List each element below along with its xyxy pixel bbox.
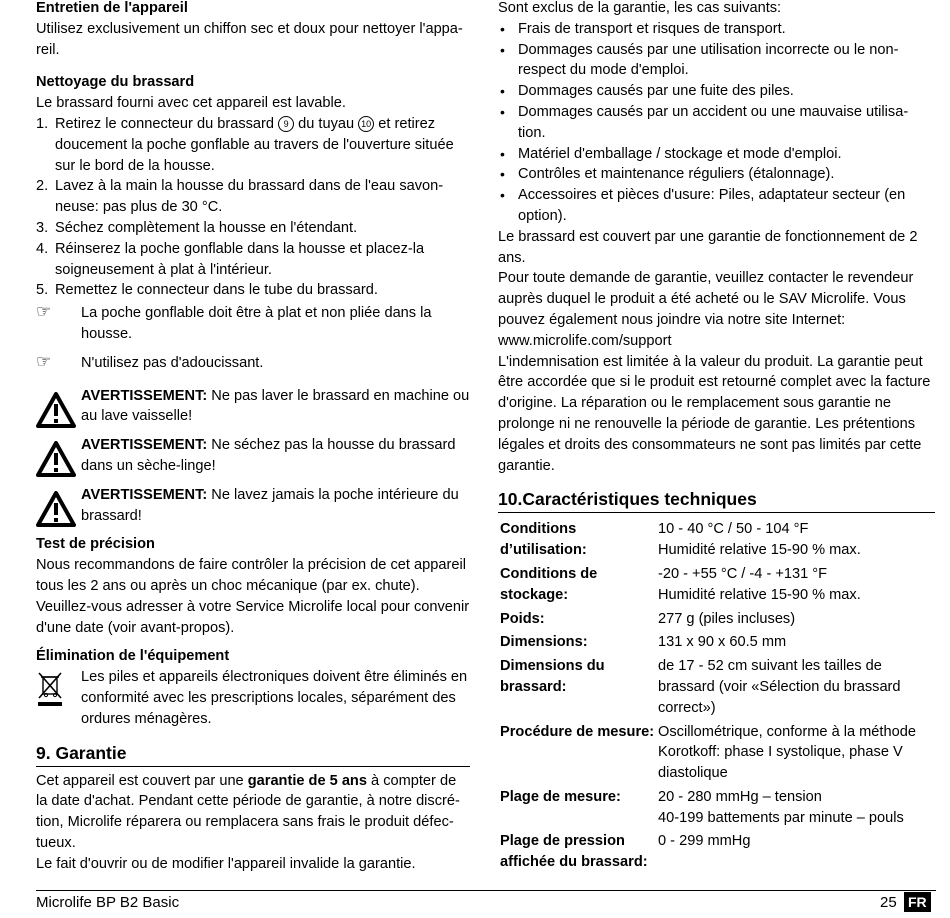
warning-machine-wash: AVERTISSEMENT: Ne pas laver le brassard en machine ou au lave vaisselle! [36,386,470,428]
spec-row [498,787,935,832]
specs-table [498,519,935,876]
spec-value: -20 - +55 °C / -4 - +131 °F Humidité relative 15-90 % max. [658,565,861,603]
spec-row [498,722,935,787]
spec-value: 277 g (piles incluses) [658,610,796,627]
page-number: 25 [880,894,897,911]
footer-divider [36,890,936,891]
list-item: • Matériel d'emballage / stockage et mode d'emploi. [498,144,935,165]
warning-triangle-icon [36,392,76,428]
excluded-intro: Sont exclus de la garantie, les cas suivants: [498,0,782,16]
crossed-out-bin-icon [36,671,64,707]
pointing-hand-icon: ☞ [36,351,52,371]
spec-label: Dimensions: [500,634,588,651]
note-flat-bladder: ☞ La poche gonflable doit être à plat et non pliée dans la housse. [36,302,432,342]
callout-9: 9 [278,116,294,132]
spec-value: 131 x 90 x 60.5 mm [658,634,787,651]
left-column [36,0,470,874]
list-item: • Dommages causés par un accident ou une mauvaise utilisa-tion. [498,102,935,144]
spec-row [498,656,935,721]
list-item: • Dommages causés par une fuite des piles. [498,81,935,102]
spec-row [498,831,935,876]
spec-row [498,564,935,609]
disposal-title: Élimination de l'équipement [36,648,230,665]
step-item: 2. Lavez à la main la housse du brassard dans de l'eau savon-neuse: pas plus de 30 °C. [36,178,444,216]
step-item: 4. Réinserez la poche gonflable dans la housse et placez-la soigneusement à plat à l'intérieur. [36,240,425,278]
warning-bladder: AVERTISSEMENT: Ne lavez jamais la poche intérieure du brassard! [36,485,470,527]
spec-value: 10 - 40 °C / 50 - 104 °F Humidité relative 15-90 % max. [658,521,861,559]
cuff-cleaning-title: Nettoyage du brassard [36,74,195,91]
warranty-heading: 9. Garantie [36,742,470,767]
warning-triangle-icon [36,441,76,477]
pointing-hand-icon: ☞ [36,302,52,322]
spec-value: de 17 - 52 cm suivant les tailles de brassard (voir «Sélection du brassard correct») [658,658,901,716]
precision-text: Nous recommandons de faire contrôler la précision de cet appareil tous les 2 ans ou après un choc mécanique (par ex. chute). Veuillez-vous adresser à votre Service Microlife local pour convenir d'une date (voir avant-propos). [36,557,470,636]
spec-value: 0 - 299 mmHg [658,833,751,850]
warning-triangle-icon [36,491,76,527]
spec-label: Conditions d’utilisation: [500,521,587,559]
cleaning-steps [36,114,470,301]
excluded-list [498,19,935,227]
precision-title: Test de précision [36,536,155,553]
spec-label: Dimensions du brassard: [500,658,605,695]
compensation-text: L'indemnisation est limitée à la valeur du produit. La garantie peut être accordée que si le produit est retourné complet avec la facture d'origine. La réparation ou le remplacement sous garantie ne prolonge ni ne renouvelle la période de garantie. Les prétentions légales et droits des consommateurs ne sont pas limités par cette garantie. [498,353,931,474]
cuff-cleaning-intro: Le brassard fourni avec cet appareil est lavable. [36,95,346,112]
disposal-block: Les piles et appareils électroniques doivent être éliminés en conformité avec les prescriptions locales, séparément des ordures ménagères. [36,667,470,729]
warning-dryer: AVERTISSEMENT: Ne séchez pas la housse du brassard dans un sèche-linge! [36,435,470,477]
language-badge: FR [904,892,931,912]
list-item: • Frais de transport et risques de transport. [498,19,935,40]
step-item: 1. Retirez le connecteur du brassard 9 du tuyau 10 et retirez doucement la poche gonflable au travers de l'ouverture située sur le bord de la housse. [36,115,454,174]
spec-label: Conditions de stockage: [500,565,598,603]
specs-heading: 10.Caractéristiques techniques [498,488,935,513]
list-item: • Accessoires et pièces d'usure: Piles, adaptateur secteur (en option). [498,185,935,227]
care-title: Entretien de l'appareil [36,0,188,16]
step-item: 3. Séchez complètement la housse en l'étendant. [36,219,358,236]
spec-label: Plage de pression affichée du brassard: [500,833,648,871]
callout-10: 10 [358,116,374,132]
spec-row [498,632,935,656]
spec-row [498,609,935,633]
spec-value: 20 - 280 mmHg – tension 40-199 battements par minute – pouls [658,788,904,826]
spec-label: Plage de mesure: [500,788,621,805]
care-text: Utilisez exclusivement un chiffon sec et doux pour nettoyer l'appa-reil. [36,20,463,58]
footer-product: Microlife BP B2 Basic [36,894,180,911]
cuff-warranty: Le brassard est couvert par une garantie de fonctionnement de 2 ans. [498,228,918,266]
note-no-softener: ☞ N'utilisez pas d'adoucissant. [36,351,264,371]
spec-label: Poids: [500,610,545,627]
step-item: 5. Remettez le connecteur dans le tube du brassard. [36,282,378,299]
list-item: • Dommages causés par une utilisation incorrecte ou le non-respect du mode d'emploi. [498,40,935,82]
spec-row [498,519,935,564]
list-item: • Contrôles et maintenance réguliers (étalonnage). [498,164,935,185]
right-column [498,0,935,876]
spec-value: Oscillométrique, conforme à la méthode Korotkoff: phase I systolique, phase V diastolique [658,723,916,782]
warranty-invalid: Le fait d'ouvrir ou de modifier l'appareil invalide la garantie. [36,855,416,872]
spec-label: Procédure de mesure: [500,723,655,740]
warranty-text: Cet appareil est couvert par une garantie de 5 ans à compter de la date d'achat. Pendant cette période de garantie, à notre discré-tion, Microlife réparera ou remplacera sans frais le produit défec-tueux. [36,772,460,851]
contact-text: Pour toute demande de garantie, veuillez contacter le revendeur auprès duquel le produit a été acheté ou le SAV Microlife. Vous pouvez également nous joindre via notre site Internet: [498,270,914,328]
support-url: www.microlife.com/support [498,332,672,349]
